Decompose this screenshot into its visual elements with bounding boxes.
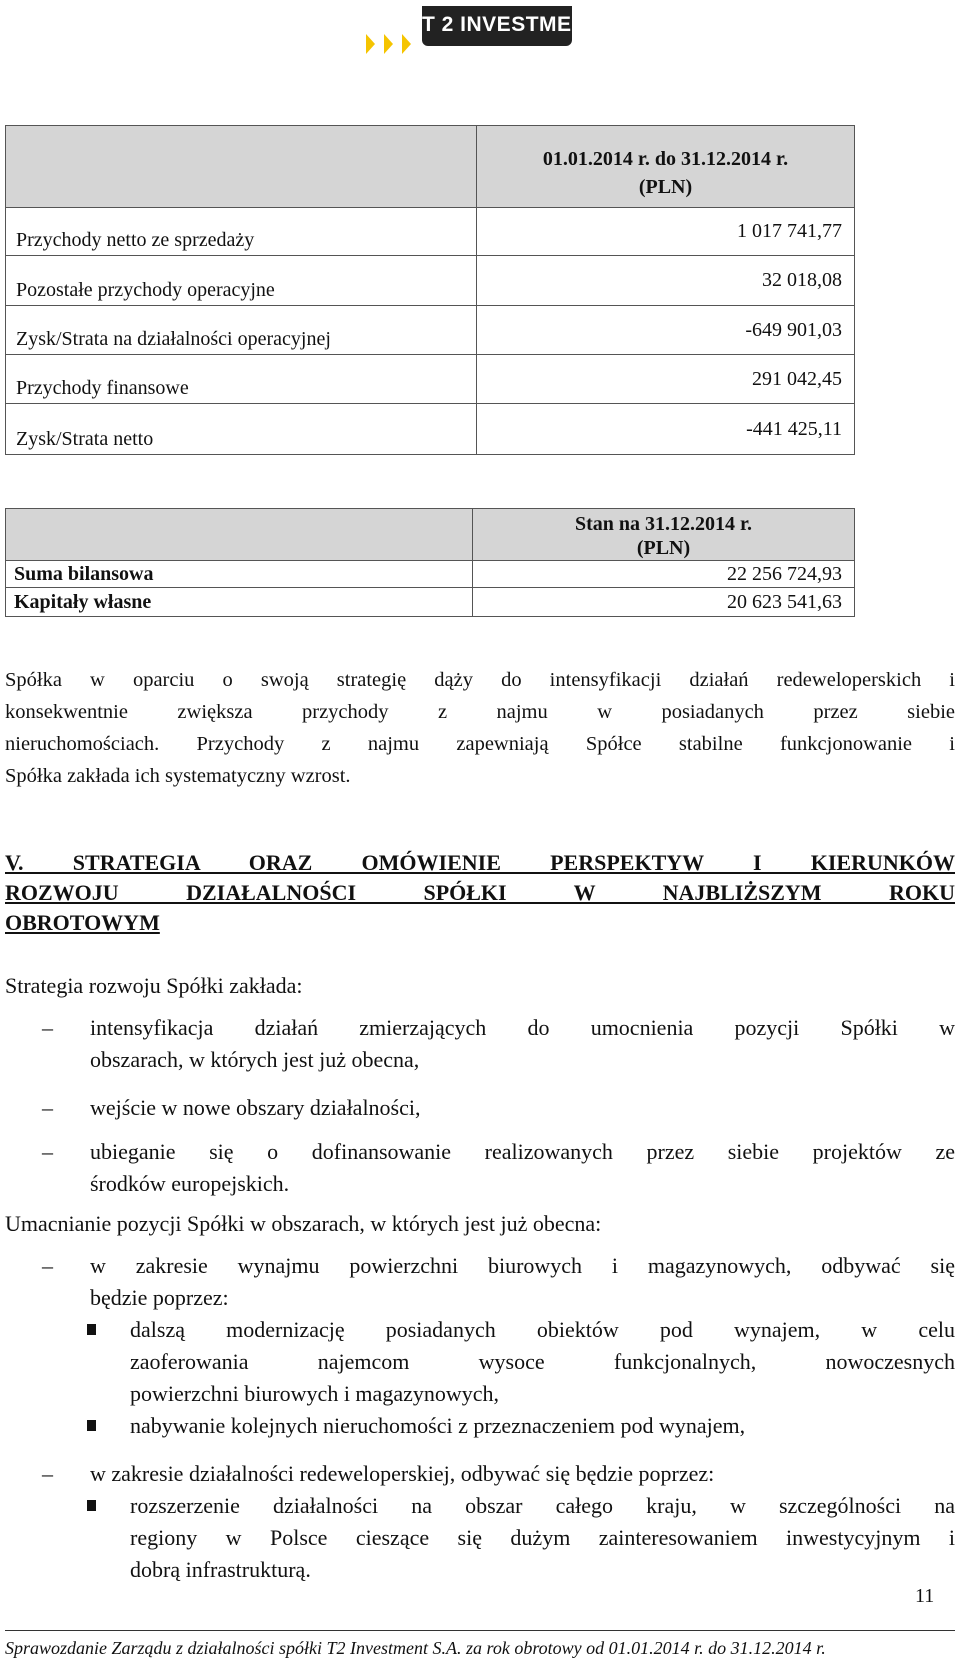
page-footer: Sprawozdanie Zarządu z działalności spółki T2 Investment S.A. za rok obrotowy od 01.01.2014 r. do 31.12.2014 r. bbox=[5, 1638, 826, 1658]
table-row bbox=[6, 355, 855, 404]
dash-marker: – bbox=[42, 1461, 53, 1486]
logo-arrows-icon bbox=[366, 32, 418, 56]
dash-marker: – bbox=[42, 1139, 53, 1164]
row-label: Przychody finansowe bbox=[6, 355, 477, 404]
section-heading: V. STRATEGIA ORAZ OMÓWIENIE PERSPEKTYW I KIERUNKÓW ROZWOJU DZIAŁALNOŚCI SPÓŁKI W NAJBLIŻSZYM ROKU OBROTOWYM bbox=[5, 850, 955, 935]
table-row bbox=[6, 208, 855, 256]
strategy-intro: Strategia rozwoju Spółki zakłada: bbox=[5, 973, 303, 998]
table-row bbox=[6, 306, 855, 355]
square-bullet-icon bbox=[87, 1324, 96, 1335]
dash-marker: – bbox=[42, 1015, 53, 1040]
row-value: 32 018,08 bbox=[477, 256, 855, 306]
row-value: 22 256 724,93 bbox=[473, 561, 855, 588]
row-label: Kapitały własne bbox=[6, 588, 473, 617]
row-label: Zysk/Strata netto bbox=[6, 404, 477, 455]
income-table-header-blank bbox=[6, 126, 477, 208]
square-bullet-icon bbox=[87, 1420, 96, 1431]
table-row bbox=[6, 404, 855, 455]
row-value: 1 017 741,77 bbox=[477, 208, 855, 256]
balance-table-unit: (PLN) bbox=[636, 536, 691, 559]
balance-table-header bbox=[473, 509, 855, 561]
table-row bbox=[6, 256, 855, 306]
income-table bbox=[5, 125, 855, 455]
dash-marker: – bbox=[42, 1253, 53, 1278]
income-table-period: 01.01.2014 r. do 31.12.2014 r. bbox=[542, 148, 789, 170]
balance-table bbox=[5, 508, 855, 617]
table-row bbox=[6, 588, 855, 617]
row-value: 20 623 541,63 bbox=[473, 588, 855, 617]
company-logo bbox=[366, 6, 636, 54]
dash-marker: – bbox=[42, 1095, 53, 1120]
row-label: Przychody netto ze sprzedaży bbox=[6, 208, 477, 256]
income-table-header bbox=[477, 126, 855, 208]
row-label: Suma bilansowa bbox=[6, 561, 473, 588]
balance-table-header-blank bbox=[6, 509, 473, 561]
row-value: -649 901,03 bbox=[477, 306, 855, 355]
logo-text: T 2 INVESTMENT bbox=[422, 13, 601, 36]
table-row bbox=[6, 561, 855, 588]
row-label: Zysk/Strata na działalności operacyjnej bbox=[6, 306, 477, 355]
balance-table-date: Stan na 31.12.2014 r. bbox=[574, 512, 753, 535]
income-table-unit: (PLN) bbox=[638, 176, 693, 198]
page-number: 11 bbox=[915, 1585, 935, 1607]
row-label: Pozostałe przychody operacyjne bbox=[6, 256, 477, 306]
row-value: 291 042,45 bbox=[477, 355, 855, 404]
row-value: -441 425,11 bbox=[477, 404, 855, 455]
square-bullet-icon bbox=[87, 1500, 96, 1511]
footer-divider bbox=[5, 1630, 955, 1631]
position-intro: Umacnianie pozycji Spółki w obszarach, w których jest już obecna: bbox=[5, 1211, 602, 1236]
intro-paragraph: Spółka w oparciu o swoją strategię dąży do intensyfikacji działań redeweloperskich i konsekwentnie zwiększa przychody z najmu w posiadanych przez siebie nieruchomościach. Przychody z najmu zapewniają Spółce stabilne funkcjonowanie i Spółka zakłada ich systematyczny wzrost. bbox=[5, 669, 955, 787]
